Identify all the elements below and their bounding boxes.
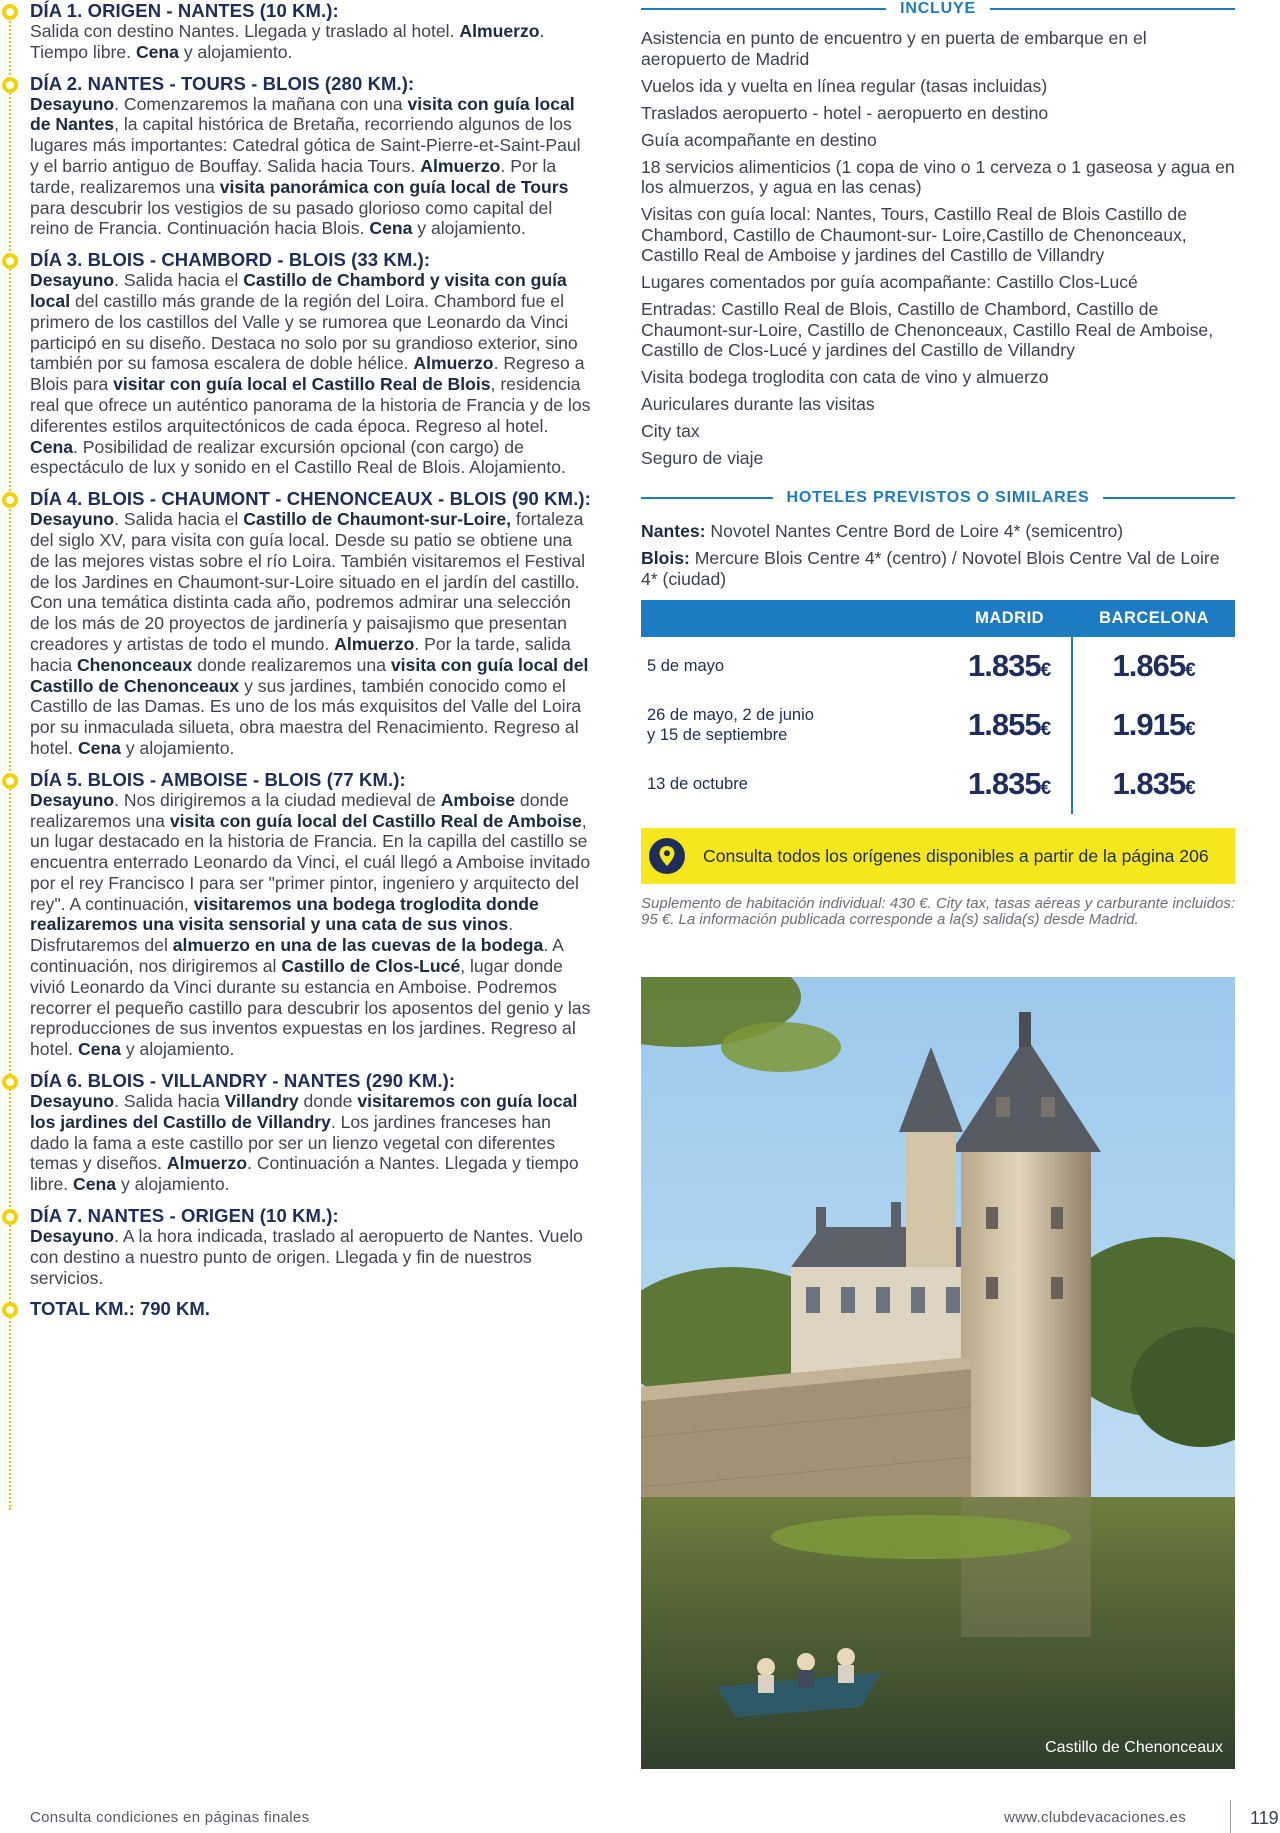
total-km: TOTAL KM.: 790 KM.	[6, 1298, 591, 1319]
body-text: . Los jardines franceses han dado la fama a este castillo por ser un lienzo vegetal con diferentes temas y diseños.	[30, 1111, 556, 1174]
highlight-text: Castillo de Chambord y visita con guía local	[30, 270, 567, 311]
date-line: y 15 de septiembre	[647, 726, 788, 744]
day-title: DÍA 2. NANTES - TOURS - BLOIS (280 KM.):	[30, 72, 415, 94]
body-text: . Comenzaremos la mañana con una	[114, 93, 408, 114]
itinerary-day	[6, 1205, 591, 1288]
header-madrid: MADRID	[948, 600, 1072, 637]
highlight-text: Desayuno	[30, 789, 115, 810]
body-text: y sus jardines, también conocido como el Castillo de las Damas. Es uno de los más exquisitos del Valle del Loira por su inmaculada silueta, obra maestra del Renacimiento. Regreso al hotel.	[30, 675, 582, 758]
footer-conditions: Consulta condiciones en páginas finales	[30, 1809, 310, 1826]
bullet-icon	[2, 1074, 18, 1090]
day-title: DÍA 6. BLOIS - VILLANDRY - NANTES (290 KM.):	[30, 1070, 456, 1092]
bullet-icon	[2, 773, 18, 789]
price-madrid	[948, 755, 1072, 814]
highlight-text: Amboise	[440, 789, 516, 810]
body-text: . Regreso a Blois para	[30, 353, 585, 395]
departure-date	[641, 696, 948, 755]
highlight-text: Desayuno	[30, 509, 115, 530]
body-text: , lugar donde vivió Leonardo da Vinci durante su estancia en Amboise. Podremos recorrer el pequeño castillo para descubrir los aposentos del genio y las reproducciones de sus inventos expuestas en los jardines. Regreso al hotel.	[30, 956, 591, 1060]
day-description	[30, 94, 591, 240]
highlight-text: Castillo de Chaumont-sur-Loire,	[243, 509, 512, 530]
body-text: . Disfrutaremos del	[30, 914, 514, 956]
highlight-text: Cena	[77, 1039, 121, 1060]
day-description	[30, 270, 591, 478]
hotel-name: Novotel Nantes Centre Bord de Loire 4* (semicentro)	[705, 520, 1124, 541]
divider	[641, 497, 773, 499]
day-title: DÍA 5. BLOIS - AMBOISE - BLOIS (77 KM.):	[30, 768, 406, 790]
currency-symbol: €	[1040, 719, 1052, 740]
bullet-icon	[2, 4, 18, 20]
incluye-list	[641, 28, 1235, 469]
highlight-text: Almuerzo	[166, 1153, 248, 1174]
currency-symbol: €	[1185, 719, 1196, 740]
itinerary-column	[6, 0, 591, 1530]
bullet-icon	[2, 1302, 18, 1318]
highlight-text: visita con guía local del Castillo Real de Amboise	[169, 810, 582, 831]
price-value: 1.855	[968, 707, 1041, 742]
currency-symbol: €	[1185, 660, 1196, 681]
divider	[990, 8, 1235, 10]
highlight-text: visitar con guía local el Castillo Real de Blois	[113, 374, 491, 395]
day-description	[30, 1226, 591, 1288]
incluye-header	[641, 0, 1235, 18]
price-value: 1.915	[1112, 707, 1186, 742]
body-text: . Tiempo libre.	[30, 21, 545, 62]
price-row	[641, 637, 1235, 696]
day-title: DÍA 3. BLOIS - CHAMBORD - BLOIS (33 KM.):	[30, 249, 431, 271]
body-text: , residencia real que ofrece un auténtico panorama de la historia de Francia y de los diferentes estilos arquitectónicos de cada época. Regreso al hotel.	[30, 374, 591, 436]
body-text: . Salida hacia el	[114, 270, 244, 291]
itinerary-day	[6, 488, 591, 759]
price-madrid	[948, 637, 1072, 696]
itinerary-day	[6, 1070, 591, 1195]
highlight-text: Almuerzo	[459, 21, 540, 41]
price-barcelona	[1072, 755, 1235, 814]
incluye-item: Vuelos ida y vuelta en línea regular (tasas incluidas)	[641, 75, 1048, 96]
price-value: 1.835	[968, 648, 1041, 683]
body-text: Salida con destino Nantes. Llegada y traslado al hotel.	[30, 21, 460, 41]
bullet-icon	[2, 77, 18, 93]
day-description	[30, 790, 591, 1060]
highlight-text: Castillo de Clos-Lucé	[281, 956, 461, 977]
highlight-text: Almuerzo	[334, 633, 415, 654]
body-text: fortaleza del siglo XV, para visita con guía local. Desde su patio se obtiene una de las mejores vistas sobre el río Loira. También visitaremos el Festival de los Jardines en Chaumont-sur-Loire situado en el jardín del castillo. Con una temática distinta cada año, podremos admirar una selección de los más de 20 proyectos de jardinería y paisajismo que presentan creadores y artistas de todo el mundo.	[30, 509, 586, 654]
highlight-text: Desayuno	[30, 1091, 115, 1112]
origins-text: Consulta todos los orígenes disponibles a partir de la página 206	[703, 845, 1209, 866]
highlight-text: Almuerzo	[420, 155, 501, 176]
highlight-text: Cena	[135, 41, 179, 62]
day-description	[30, 1091, 591, 1195]
price-value: 1.835	[968, 766, 1041, 801]
price-value: 1.835	[1112, 766, 1186, 801]
itinerary-day	[6, 0, 591, 63]
divider	[641, 8, 886, 10]
info-column	[641, 0, 1235, 928]
incluye-heading: INCLUYE	[900, 0, 976, 17]
body-text: . Salida hacia	[114, 1091, 225, 1112]
bullet-icon	[2, 492, 18, 508]
body-text: del castillo más grande de la región del Loira. Chambord fue el primero de los castillos del Valle y se rumorea que Leonardo da Vinci participó en su diseño. Destaca no solo por su grandioso exterior, sino también por su famosa escalera de doble hélice.	[30, 290, 578, 374]
body-text: . Continuación a Nantes. Llegada y tiempo libre.	[30, 1153, 579, 1195]
highlight-text: visita con guía local del Castillo de Chenonceaux	[30, 654, 589, 696]
body-text: y alojamiento.	[120, 737, 235, 758]
highlight-text: Cena	[369, 218, 413, 239]
page-number: 119	[1250, 1808, 1279, 1828]
currency-symbol: €	[1185, 778, 1196, 799]
incluye-item: Visita bodega troglodita con cata de vino y almuerzo	[641, 367, 1049, 387]
hotels-list	[641, 521, 1235, 590]
hotel-line	[641, 521, 1235, 542]
origins-banner[interactable]	[641, 828, 1235, 884]
body-text: y alojamiento.	[178, 41, 293, 62]
incluye-item: Asistencia en punto de encuentro y en puerta de embarque en el aeropuerto de Madrid	[641, 28, 1147, 69]
departure-date	[641, 637, 948, 696]
hotel-city: Nantes:	[641, 520, 706, 541]
price-row	[641, 755, 1235, 814]
currency-symbol: €	[1040, 660, 1052, 681]
hotel-name: Mercure Blois Centre 4* (centro) / Novotel Blois Centre Val de Loire 4* (ciudad)	[641, 547, 1220, 589]
day-title: DÍA 1. ORIGEN - NANTES (10 KM.):	[30, 0, 339, 21]
highlight-text: Desayuno	[30, 1226, 115, 1247]
incluye-item: Guía acompañante en destino	[641, 129, 877, 150]
day-title: DÍA 4. BLOIS - CHAUMONT - CHENONCEAUX - BLOIS (90 KM.):	[30, 488, 591, 510]
photo-caption: Castillo de Chenonceaux	[1045, 1739, 1223, 1756]
hotel-line	[641, 548, 1235, 590]
day-title: DÍA 7. NANTES - ORIGEN (10 KM.):	[30, 1205, 339, 1227]
incluye-item: Entradas: Castillo Real de Blois, Castillo de Chambord, Castillo de Chaumont-sur-Loire, Castillo de Chenonceaux, Castillo Real de Amboise, Castillo de Clos-Lucé y jardines del Castillo de Villandry	[641, 299, 1214, 360]
date-line: 26 de mayo, 2 de junio	[647, 706, 814, 724]
header-date	[641, 600, 948, 637]
body-text: , un lugar destacado en la historia de Francia. En la capilla del castillo se encuentra enterrado Leonardo da Vinci, el cuál llegó a Amboise invitado por el rey Francisco I para ser "primer pintor, ingeniero y arquitecto del rey". A continuación,	[30, 810, 591, 914]
highlight-text: Chenonceaux	[76, 654, 193, 675]
bullet-icon	[2, 1209, 18, 1225]
incluye-item: Lugares comentados por guía acompañante: Castillo Clos-Lucé	[641, 272, 1138, 292]
body-text: . Salida hacia el	[114, 509, 244, 530]
hotels-heading: HOTELES PREVISTOS O SIMILARES	[786, 488, 1090, 506]
body-text: donde realizaremos una	[192, 654, 391, 675]
body-text: donde realizaremos una	[30, 789, 569, 831]
itinerary-days	[6, 0, 591, 1288]
day-description	[30, 509, 591, 759]
body-text: , la capital histórica de Bretaña, recorriendo algunos de los lugares más importantes: Catedral gótica de Saint-Pierre-et-Saint-Paul y el barrio antiguo de Bouffay. Salida hacia Tours.	[30, 114, 581, 176]
highlight-text: visita con guía local de Nantes	[30, 93, 575, 135]
highlight-text: Desayuno	[30, 93, 115, 114]
hotels-header	[641, 489, 1235, 507]
highlight-text: Desayuno	[30, 270, 115, 291]
supplement-note: Suplemento de habitación individual: 430 €. City tax, tasas aéreas y carburante incluidos: 95 €. La información publicada corresponde a la(s) salida(s) desde Madrid.	[641, 894, 1235, 928]
price-madrid	[948, 696, 1072, 755]
highlight-text: visitaremos con guía local los jardines del Castillo de Villandry	[30, 1091, 578, 1132]
day-description	[30, 21, 591, 63]
body-text: . Por la tarde, realizaremos una	[30, 155, 557, 197]
price-barcelona	[1072, 696, 1235, 755]
price-table-header	[641, 600, 1235, 637]
highlight-text: visitaremos una bodega troglodita donde realizaremos una visita sensorial y una cata de sus vinos	[30, 893, 539, 935]
castle-photo	[641, 977, 1235, 1769]
hotel-city: Blois:	[641, 547, 690, 568]
itinerary-day	[6, 769, 591, 1060]
incluye-item: Visitas con guía local: Nantes, Tours, Castillo Real de Blois Castillo de Chambord, Castillo de Chaumont-sur- Loire,Castillo de Chenonceaux, Castillo Real de Amboise y jardines del Castillo de Villandry	[641, 204, 1188, 265]
header-barcelona: BARCELONA	[1072, 600, 1235, 637]
map-pin-icon	[649, 838, 685, 874]
body-text: . A continuación, nos dirigiremos al	[30, 935, 563, 977]
footer-divider	[1230, 1800, 1231, 1833]
body-text: y alojamiento.	[120, 1039, 235, 1060]
price-row	[641, 696, 1235, 755]
currency-symbol: €	[1040, 778, 1052, 799]
price-table	[641, 600, 1235, 814]
incluye-item: Seguro de viaje	[641, 448, 764, 468]
highlight-text: Almuerzo	[413, 353, 494, 374]
highlight-text: Cena	[73, 1174, 117, 1195]
highlight-text: Villandry	[224, 1091, 299, 1112]
highlight-text: almuerzo en una de las cuevas de la bodega	[172, 935, 544, 956]
price-value: 1.865	[1112, 648, 1186, 683]
highlight-text: Cena	[30, 436, 74, 457]
highlight-text: Cena	[77, 737, 121, 758]
itinerary-day	[6, 73, 591, 240]
body-text: y alojamiento.	[412, 218, 526, 239]
incluye-item: Auriculares durante las visitas	[641, 394, 875, 414]
highlight-text: visita panorámica con guía local de Tours	[219, 176, 569, 197]
date-line: 13 de octubre	[647, 775, 748, 793]
divider	[1103, 497, 1235, 499]
body-text: donde	[298, 1091, 358, 1112]
bullet-icon	[2, 253, 18, 269]
price-barcelona	[1072, 637, 1235, 696]
incluye-item: City tax	[641, 421, 700, 441]
itinerary-day	[6, 249, 591, 478]
chenonceaux-illustration	[641, 977, 1235, 1769]
incluye-item: 18 servicios alimenticios (1 copa de vino o 1 cerveza o 1 gaseosa y agua en los almuerzos, y agua en las cenas)	[641, 156, 1235, 197]
footer-website-link[interactable]: www.clubdevacaciones.es	[1004, 1809, 1186, 1826]
date-line: 5 de mayo	[647, 657, 725, 675]
departure-date	[641, 755, 948, 814]
body-text: para descubrir los vestigios de su pasado glorioso como capital del reino de Francia. Continuación hacia Blois.	[30, 197, 553, 239]
body-text: y alojamiento.	[116, 1174, 230, 1195]
body-text: . Nos dirigiremos a la ciudad medieval de	[114, 789, 441, 810]
body-text: . Posibilidad de realizar excursión opcional (con cargo) de espectáculo de lux y sonido en el Castillo Real de Blois. Alojamiento.	[30, 436, 566, 478]
body-text: . Por la tarde, salida hacia	[30, 633, 571, 675]
body-text: . A la hora indicada, traslado al aeropuerto de Nantes. Vuelo con destino a nuestro punto de origen. Llegada y fin de nuestros servicios.	[30, 1226, 583, 1288]
incluye-item: Traslados aeropuerto - hotel - aeropuerto en destino	[641, 102, 1049, 123]
